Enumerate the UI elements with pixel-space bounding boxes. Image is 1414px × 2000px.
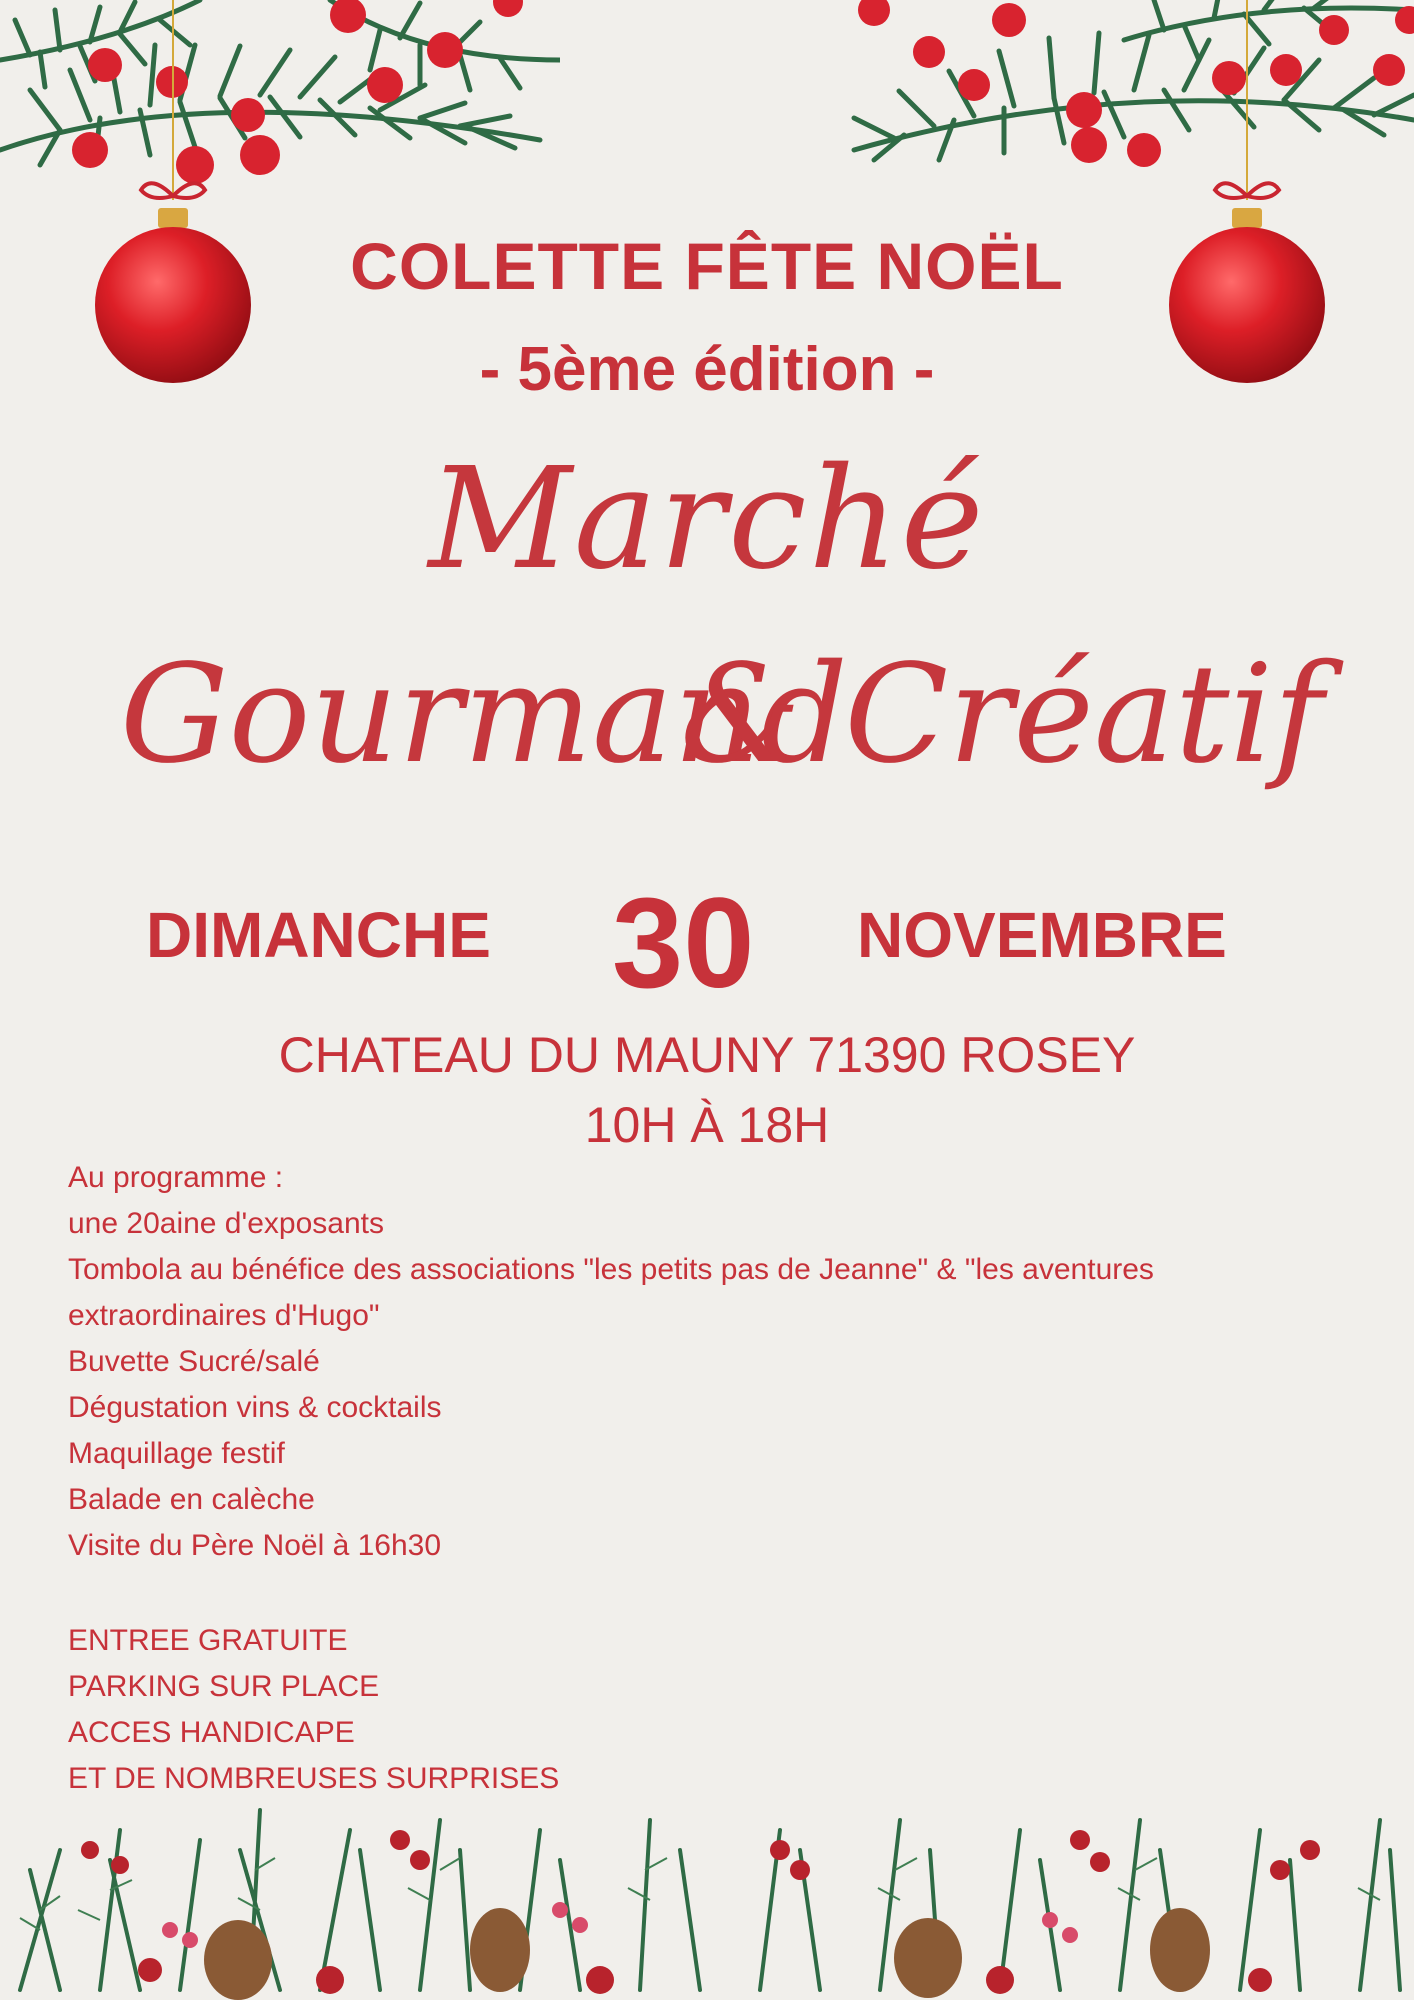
pine-garland-bottom-icon — [0, 1790, 1414, 2000]
extras-list — [68, 1618, 1368, 1802]
extras-item: ENTREE GRATUITE — [68, 1624, 348, 1657]
venue-address: CHATEAU DU MAUNY 71390 ROSEY — [278, 1027, 1136, 1083]
extras-item: PARKING SUR PLACE — [68, 1670, 380, 1703]
date-weekday: DIMANCHE — [146, 899, 491, 971]
date-day-number: 30 — [612, 872, 755, 1015]
script-title-marche: Marché — [428, 438, 986, 601]
pine-garland-top-left-icon — [0, 0, 560, 200]
script-title-creatif: & Créatif — [680, 636, 1324, 794]
script-title-gourmand: Gourmand — [120, 636, 848, 794]
program-item: Balade en calèche — [68, 1483, 315, 1516]
program-heading: Au programme : — [68, 1161, 284, 1194]
program-item: Buvette Sucré/salé — [68, 1345, 320, 1378]
program-item: extraordinaires d'Hugo" — [68, 1299, 380, 1332]
extras-item: ET DE NOMBREUSES SURPRISES — [68, 1762, 560, 1795]
event-title: COLETTE FÊTE NOËL — [350, 229, 1064, 303]
program-item: Tombola au bénéfice des associations "les petits pas de Jeanne" & "les aventures — [68, 1253, 1154, 1286]
date-month: NOVEMBRE — [857, 899, 1227, 971]
program-item: Visite du Père Noël à 16h30 — [68, 1529, 442, 1562]
program-item: une 20aine d'exposants — [68, 1207, 384, 1240]
opening-hours: 10H À 18H — [584, 1097, 830, 1153]
extras-item: ACCES HANDICAPE — [68, 1716, 355, 1749]
program-item: Maquillage festif — [68, 1437, 285, 1470]
edition-subtitle: - 5ème édition - — [479, 335, 935, 404]
program-item: Dégustation vins & cocktails — [68, 1391, 442, 1424]
program-list — [68, 1155, 1368, 1569]
